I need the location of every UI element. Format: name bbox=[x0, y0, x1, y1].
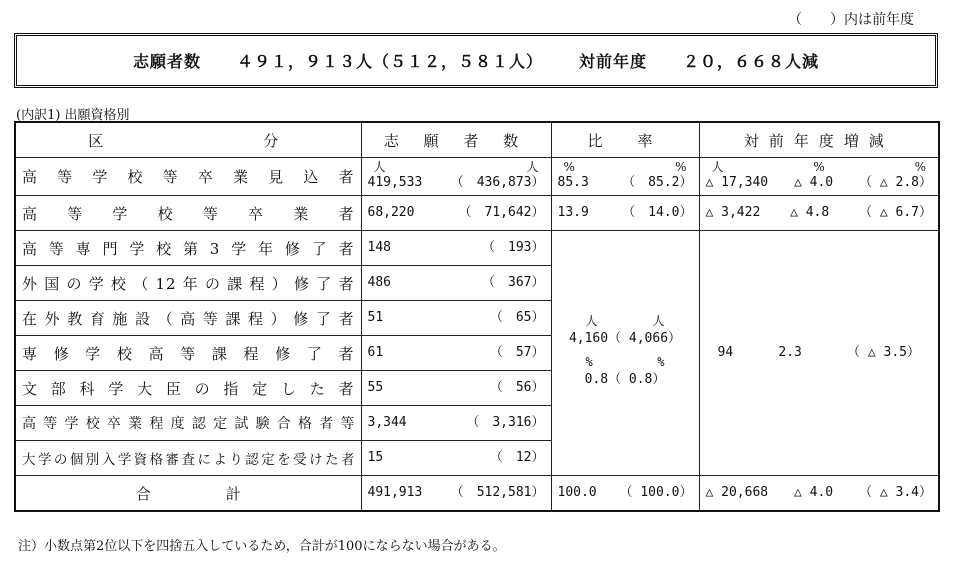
row-label: 在外教育施設（高等課程）修了者 bbox=[15, 301, 361, 336]
total-ratio: 100.0 bbox=[557, 485, 597, 500]
summary-box bbox=[14, 33, 938, 88]
header-applicants: 志 願 者 数 bbox=[361, 122, 551, 158]
count-cell: 68,220 bbox=[367, 205, 415, 220]
diff-pct-cell: △ 4.0 bbox=[794, 175, 834, 190]
previous-year-note: （ ）内は前年度 bbox=[788, 12, 914, 28]
prev-count-cell: 56 bbox=[515, 380, 532, 395]
summary-change-label: 対前年度 bbox=[579, 52, 648, 71]
count-cell: 3,344 bbox=[367, 415, 407, 430]
unit-label: 人 bbox=[711, 160, 724, 174]
count-cell: 486 bbox=[367, 275, 391, 290]
unit-label: 人 bbox=[526, 160, 539, 174]
total-diff-pct: △ 4.0 bbox=[794, 485, 834, 500]
prev-count-cell: 12 bbox=[515, 450, 532, 465]
table-row: 外国の学校（12年の課程）修了者 486 （ 367） bbox=[15, 266, 939, 301]
ratio-cell: 85.3 bbox=[557, 175, 589, 190]
table-row: 在外教育施設（高等課程）修了者 51 （ 65） bbox=[15, 301, 939, 336]
count-cell: 61 bbox=[367, 345, 384, 360]
row-label: 文部科学大臣の指定した者 bbox=[15, 371, 361, 406]
total-diff-pct-prev: △ 3.4 bbox=[879, 485, 919, 500]
count-cell: 55 bbox=[367, 380, 384, 395]
prev-count-cell: 193 bbox=[508, 240, 532, 255]
merged-change-cell: 94 2.3 （ △ 3.5） bbox=[699, 231, 939, 476]
table-row: 高等学校等卒業見込者 人 人 419,533 （ 436,873） % % 85.3 （ 85.2） 人 % % △ 17,340 △ 4.0 （ △ 2.8） bbox=[15, 158, 939, 196]
total-ratio-prev: 100.0 bbox=[640, 485, 680, 500]
prev-count-cell: 71,642 bbox=[484, 205, 532, 220]
row-label: 高等学校等卒業見込者 bbox=[15, 158, 361, 196]
unit-label: % bbox=[563, 160, 575, 174]
prev-count-cell: 3,316 bbox=[492, 415, 532, 430]
unit-label: % bbox=[813, 160, 825, 174]
diff-cell: △ 3,422 bbox=[705, 205, 761, 220]
summary-value: ４９１，９１３人（５１２，５８１人） bbox=[236, 52, 543, 71]
table-caption: (内訳1) 出願資格別 bbox=[16, 108, 130, 123]
total-diff: △ 20,668 bbox=[705, 485, 769, 500]
prev-ratio-cell: 14.0 bbox=[648, 205, 680, 220]
summary-label: 志願者数 bbox=[132, 52, 201, 71]
diff-pct-prev-cell: △ 2.8 bbox=[879, 175, 919, 190]
header-category: 区 分 bbox=[15, 122, 361, 158]
diff-pct-prev-cell: △ 6.7 bbox=[879, 205, 919, 220]
table-row: 高等学校卒業程度認定試験合格者等 3,344 （ 3,316） bbox=[15, 406, 939, 441]
ratio-cell: 13.9 bbox=[557, 205, 589, 220]
row-label: 大学の個別入学資格審査により認定を受けた者 bbox=[15, 441, 361, 476]
table-row: 高等学校等卒業者 68,220 （ 71,642） 13.9 （ 14.0） △ 3,422 △ 4.8 （ △ 6.7） bbox=[15, 196, 939, 231]
count-cell: 15 bbox=[367, 450, 384, 465]
diff-pct-cell: △ 4.8 bbox=[790, 205, 830, 220]
count-cell: 148 bbox=[367, 240, 391, 255]
row-label: 高等専門学校第3学年修了者 bbox=[15, 231, 361, 266]
prev-count-cell: 367 bbox=[508, 275, 532, 290]
count-cell: 51 bbox=[367, 310, 384, 325]
row-label: 外国の学校（12年の課程）修了者 bbox=[15, 266, 361, 301]
prev-ratio-cell: 85.2 bbox=[648, 175, 680, 190]
total-label: 合 計 bbox=[15, 476, 361, 512]
row-label: 専修学校高等課程修了者 bbox=[15, 336, 361, 371]
merged-ratio-cell: 人 人 4,160（ 4,066） % % 0.8（ 0.8） bbox=[551, 231, 699, 476]
table-row: 大学の個別入学資格審査により認定を受けた者 15 （ 12） bbox=[15, 441, 939, 476]
table-row: 文部科学大臣の指定した者 55 （ 56） bbox=[15, 371, 939, 406]
unit-label: % bbox=[914, 160, 926, 174]
prev-count-cell: 65 bbox=[515, 310, 532, 325]
row-label: 高等学校卒業程度認定試験合格者等 bbox=[15, 406, 361, 441]
total-count: 491,913 bbox=[367, 485, 423, 500]
table-row: 高等専門学校第3学年修了者 148 （ 193） 人 人 4,160（ 4,066） % % 0.8（ 0.8） 94 2.3 （ △ 3.5） bbox=[15, 231, 939, 266]
qualification-table bbox=[14, 121, 940, 512]
header-ratio: 比 率 bbox=[551, 122, 699, 158]
total-row: 合 計 491,913 （ 512,581） 100.0 （ 100.0） △ 20,668 △ 4.0 （ △ 3.4） bbox=[15, 476, 939, 512]
summary-change-value: ２０，６６８人減 bbox=[683, 52, 820, 71]
unit-label: % bbox=[675, 160, 687, 174]
count-cell: 419,533 bbox=[367, 175, 423, 190]
row-label: 高等学校等卒業者 bbox=[15, 196, 361, 231]
total-prev: 512,581 bbox=[476, 485, 532, 500]
prev-count-cell: 57 bbox=[515, 345, 532, 360]
table-row: 専修学校高等課程修了者 61 （ 57） bbox=[15, 336, 939, 371]
prev-count-cell: 436,873 bbox=[476, 175, 532, 190]
footnote: 注）小数点第2位以下を四捨五入しているため，合計が100にならない場合がある。 bbox=[18, 539, 506, 554]
diff-cell: △ 17,340 bbox=[705, 175, 769, 190]
header-change: 対前年度増減 bbox=[699, 122, 939, 158]
unit-label: 人 bbox=[373, 160, 386, 174]
